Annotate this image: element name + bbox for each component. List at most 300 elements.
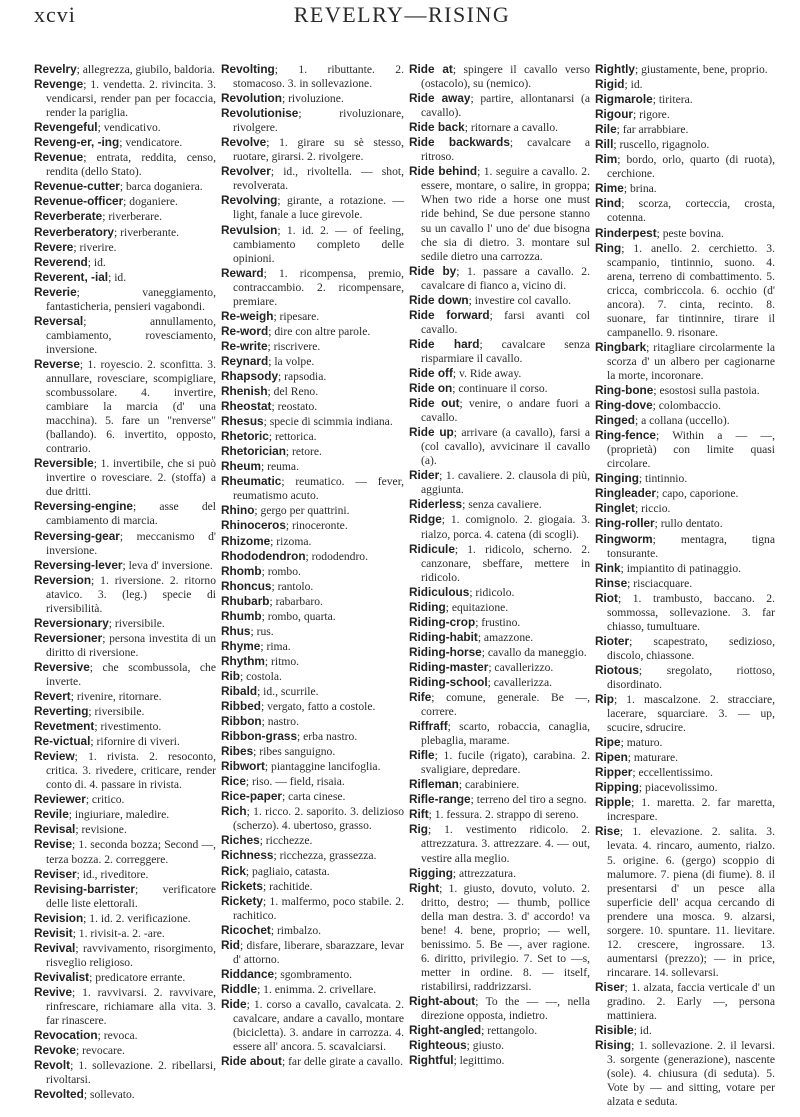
entry-definition: ; far delle girate a cavallo.: [281, 1055, 403, 1069]
entry-definition: ; 1. ricompensa, premio, contraccambio. 2. ricompensare, premiare.: [233, 266, 404, 308]
dictionary-entry: [221, 789, 404, 804]
dictionary-entry: [595, 62, 775, 77]
entry-headword: Revolve: [221, 135, 267, 150]
dictionary-entry: [34, 807, 216, 822]
dictionary-entry: [34, 749, 216, 792]
entry-definition: ; cavalcare senza risparmiare il cavallo.: [421, 337, 590, 365]
entry-headword: Re-word: [221, 323, 269, 338]
entry-headword: Revolt: [34, 1058, 71, 1073]
entry-headword: Ride at: [409, 62, 453, 76]
entry-definition: ; 1. elevazione. 2. salita. 3. levata. 4. rincaro, aumento, rialzo. 5. origine. 6. (gergo) scoppio di malumore. 7. piena (di fiume). 8. il presentarsi d' un pesce alla superficie dell' acqua cercando di prendere una mosca. 9. alzarsi, sorgere. 10. spuntare. 11. lievitare. 12. crescere, ingrossare. 13. aumentarsi (prezzo); — in price, rincarare. 14. sollevarsi.: [607, 825, 775, 979]
entry-headword: Reynard: [221, 353, 269, 368]
entry-definition: ; rombo.: [261, 564, 301, 578]
entry-headword: Revising-barrister: [34, 881, 135, 896]
dictionary-entry: [409, 512, 590, 541]
entry-headword: Ripple: [595, 795, 632, 810]
entry-headword: Reverberate: [34, 209, 103, 224]
dictionary-entry: [221, 967, 404, 982]
entry-headword: Riot: [595, 590, 618, 605]
entry-headword: Re-victual: [34, 734, 91, 749]
dictionary-entry: [221, 564, 404, 579]
entry-definition: ; Within a — —, (proprietà) con limite quasi circolare.: [607, 429, 775, 471]
entry-headword: Ribald: [221, 683, 258, 698]
entry-headword: Rigour: [595, 107, 634, 122]
entry-definition: ; frustino.: [475, 615, 521, 629]
entry-headword: Ride back: [409, 120, 465, 135]
dictionary-entry: [221, 339, 404, 354]
dictionary-entry: [595, 241, 775, 340]
dictionary-entry: [34, 719, 216, 734]
entry-definition: ; riverberare.: [102, 210, 163, 224]
entry-headword: Revolver: [221, 164, 271, 179]
entry-definition: ; ritmo.: [264, 654, 300, 668]
entry-headword: Revolted: [34, 1087, 84, 1102]
entry-definition: ; v. Ride away.: [452, 366, 522, 380]
entry-headword: Ring-fence: [595, 428, 656, 443]
dictionary-entry: [34, 882, 216, 911]
entry-definition: ; attrezzatura.: [452, 866, 516, 880]
entry-headword: Ride off: [409, 365, 453, 380]
dictionary-entry: [34, 616, 216, 631]
dictionary-entry: [409, 396, 590, 425]
entry-definition: ; revocare.: [75, 1044, 125, 1058]
entry-definition: ; cavallo da maneggio.: [481, 645, 587, 659]
entry-headword: Rid: [221, 937, 241, 952]
entry-definition: ; rachitide.: [262, 879, 313, 893]
entry-definition: ; rizoma.: [270, 534, 312, 548]
entry-headword: Ribwort: [221, 759, 265, 774]
entry-definition: ; leva d' inversione.: [122, 558, 213, 572]
entry-definition: ; scorza, corteccia, crosta, cotenna.: [607, 197, 775, 225]
entry-headword: Ripping: [595, 780, 639, 795]
dictionary-entry: [221, 624, 404, 639]
entry-headword: Revise: [34, 837, 73, 852]
entry-headword: Ribbed: [221, 699, 261, 714]
dictionary-entry: [221, 579, 404, 594]
entry-headword: Revenue: [34, 150, 84, 165]
entry-headword: Rheum: [221, 459, 261, 474]
entry-definition: ; continuare il corso.: [452, 382, 548, 396]
dictionary-entry: [34, 660, 216, 689]
entry-headword: Reverend: [34, 254, 88, 269]
dictionary-entry: [34, 792, 216, 807]
entry-headword: Rise: [595, 824, 620, 839]
dictionary-entry: [595, 663, 775, 692]
dictionary-entry: [409, 585, 590, 600]
entry-headword: Rift: [409, 807, 429, 822]
entry-headword: Rhinoceros: [221, 518, 286, 533]
dictionary-entry: [409, 881, 590, 994]
entry-headword: Rickety: [221, 893, 263, 908]
dictionary-entry: [221, 324, 404, 339]
entry-definition: ; ingiuriare, maledire.: [68, 808, 170, 822]
entry-headword: Ride about: [221, 1054, 282, 1069]
entry-definition: ; rabarbaro.: [269, 594, 323, 608]
entry-headword: Riding-school: [409, 674, 488, 689]
entry-definition: ; comune, generale. Be —, correre.: [421, 691, 590, 719]
entry-definition: ; critico.: [85, 793, 125, 807]
dictionary-entry: [34, 837, 216, 866]
entry-definition: ; vaneggiamento, fantasticheria, pensieri vagabondi.: [46, 285, 216, 313]
entry-headword: Ride away: [409, 91, 471, 106]
dictionary-entry: [221, 1054, 404, 1069]
dictionary-entry: [409, 497, 590, 512]
entry-definition: ; riverberante.: [114, 225, 180, 239]
entry-definition: ; rus.: [250, 624, 274, 638]
dictionary-entry: [595, 398, 775, 413]
entry-headword: Richness: [221, 848, 274, 863]
entry-definition: ; verificatore delle liste elettorali.: [46, 882, 216, 910]
dictionary-entry: [595, 77, 775, 92]
entry-headword: Reversing-gear: [34, 528, 120, 543]
dictionary-entry: [409, 425, 590, 468]
entry-headword: Rider: [409, 468, 440, 483]
dictionary-entry: [221, 518, 404, 533]
entry-definition: ; 1. invertibile, che si può invertire o rovesciare. 2. (stoffa) a due dritti.: [46, 457, 216, 499]
entry-headword: Rhino: [221, 503, 255, 518]
dictionary-entry: [221, 594, 404, 609]
entry-definition: ; brina.: [623, 182, 657, 196]
entry-headword: Reversioner: [34, 630, 103, 645]
dictionary-entry: [409, 994, 590, 1023]
entry-definition: ; terreno del tiro a segno.: [470, 793, 587, 807]
entry-headword: Ripe: [595, 735, 621, 750]
entry-headword: Riser: [595, 979, 625, 994]
entry-definition: ; 1. maretta. 2. far maretta, increspare.: [607, 796, 775, 824]
dictionary-entry: [595, 471, 775, 486]
entry-headword: Ridiculous: [409, 584, 470, 599]
dictionary-entry: [221, 474, 404, 503]
entry-definition: ; ribes sanguigno.: [253, 745, 336, 759]
entry-headword: Rick: [221, 863, 246, 878]
dictionary-entry: [221, 503, 404, 518]
dictionary-entry: [409, 308, 590, 337]
entry-headword: Rind: [595, 196, 622, 211]
entry-definition: ; rivenire, ritornare.: [70, 690, 162, 704]
dictionary-entry: [595, 516, 775, 531]
entry-headword: Rice-paper: [221, 789, 282, 804]
entry-headword: Revolutionise: [221, 106, 299, 121]
entry-definition: ; 1. sollevazione. 2. il levarsi. 3. sorgente (generazione), nascente (sole). 4. chiusura (di seduta). 5. Vote by — and sitting, votare per alzata e seduta.: [607, 1039, 775, 1109]
dictionary-entry: [595, 750, 775, 765]
entry-headword: Rheostat: [221, 399, 272, 414]
entry-headword: Right-about: [409, 994, 476, 1008]
entry-definition: ; predicatore errante.: [89, 970, 186, 984]
entry-definition: ; 1. rivista. 2. resoconto, critica. 3. rivedere, criticare, render conto di. 4. passare in rivista.: [46, 750, 216, 792]
entry-headword: Rig: [409, 822, 429, 837]
entry-headword: Revile: [34, 807, 69, 822]
entry-definition: ; vergato, fatto a costole.: [260, 700, 376, 714]
dictionary-entry: [409, 1038, 590, 1053]
entry-headword: Reveng-er, -ing: [34, 135, 120, 150]
dictionary-entry: [595, 824, 775, 980]
entry-headword: Reverent, -ial: [34, 269, 109, 284]
entry-definition: ; legittimo.: [453, 1054, 505, 1068]
dictionary-entry: [409, 542, 590, 585]
dictionary-entry: [34, 1087, 216, 1102]
dictionary-entry: [595, 226, 775, 241]
entry-headword: Ripper: [595, 765, 633, 780]
dictionary-entry: [595, 980, 775, 1023]
dictionary-entry: [595, 383, 775, 398]
entry-definition: ; allegrezza, giubilo, baldoria.: [76, 63, 216, 76]
entry-definition: ; 1. ravvivarsi. 2. ravvivare, rinfrescare, richiamare alla vita. 3. far rinascere.: [46, 985, 216, 1028]
entry-headword: Revocation: [34, 1028, 98, 1043]
dictionary-entry: [34, 1058, 216, 1087]
entry-headword: Reverse: [34, 356, 80, 371]
entry-headword: Rill: [595, 137, 614, 152]
entry-headword: Ribes: [221, 744, 254, 759]
entry-definition: ; rettangolo.: [481, 1024, 538, 1038]
dictionary-entry: [221, 106, 404, 135]
entry-definition: ; rinoceronte.: [285, 519, 348, 533]
entry-definition: ; asse del cambiamento di marcia.: [46, 500, 216, 528]
entry-headword: Riotous: [595, 662, 639, 677]
entry-headword: Ride on: [409, 381, 453, 396]
dictionary-entry: [409, 645, 590, 660]
entry-definition: ; giusto.: [466, 1039, 505, 1053]
entry-headword: Ride behind: [409, 164, 478, 179]
entry-definition: ; rima.: [260, 639, 291, 653]
dictionary-entry: [221, 923, 404, 938]
entry-definition: ; ruscello, rigagnolo.: [613, 138, 710, 152]
entry-headword: Reversion: [34, 572, 92, 587]
entry-definition: ; che scombussola, che inverte.: [46, 660, 216, 688]
entry-headword: Ringlet: [595, 501, 635, 516]
dictionary-entry: [409, 719, 590, 748]
dictionary-entry: [595, 765, 775, 780]
entry-definition: ; rifornire di viveri.: [90, 735, 180, 749]
dictionary-entry: [221, 654, 404, 669]
entry-headword: Ride forward: [409, 307, 490, 322]
dictionary-entry: [34, 314, 216, 357]
entry-definition: ; doganiere.: [123, 195, 178, 209]
dictionary-entry: [221, 459, 404, 474]
dictionary-entry: [34, 194, 216, 209]
dictionary-entry: [595, 428, 775, 471]
entry-headword: Reward: [221, 265, 264, 280]
entry-definition: ; carta cinese.: [281, 790, 346, 804]
dictionary-entry: [34, 179, 216, 194]
entry-headword: Ribbon-grass: [221, 729, 298, 744]
entry-definition: ; carabiniere.: [458, 778, 520, 792]
entry-headword: Revivalist: [34, 969, 90, 984]
entry-definition: ; vendicatore.: [119, 136, 183, 150]
entry-headword: Rigid: [595, 77, 625, 92]
dictionary-entry: [409, 748, 590, 777]
entry-definition: ; piacevolissimo.: [638, 781, 718, 795]
dictionary-entry: [221, 669, 404, 684]
entry-headword: Rink: [595, 560, 621, 575]
entry-headword: Revenue-cutter: [34, 179, 120, 194]
entry-headword: Ride up: [409, 425, 454, 440]
entry-definition: ; del Reno.: [267, 385, 319, 399]
dictionary-columns: [34, 62, 774, 1112]
entry-definition: ; 1. ributtante. 2. stomacoso. 3. in sollevazione.: [233, 63, 404, 91]
entry-definition: ; 1. seconda bozza; Second —, terza bozza. 2. correggere.: [46, 838, 216, 866]
entry-definition: ; 1. corso a cavallo, cavalcata. 2. cavalcare, andare a cavallo, montare (bicicletta). 3. andare in carrozza. 4. essere all' ancora. 5. scavalciarsi.: [233, 997, 404, 1054]
entry-headword: Revival: [34, 940, 76, 955]
entry-definition: ; rapsodia.: [278, 369, 327, 383]
dictionary-entry: [595, 122, 775, 137]
entry-definition: ; 1. id. 2. verificazione.: [83, 911, 191, 925]
entry-headword: Reverting: [34, 704, 89, 719]
entry-definition: ; venire, o andare fuori a cavallo.: [421, 397, 590, 425]
entry-definition: ; cavallerizza.: [487, 675, 553, 689]
entry-definition: ; arrivare (a cavallo), farsi a (col cavallo), avvicinare il cavallo (a).: [421, 426, 590, 468]
dictionary-entry: [34, 529, 216, 558]
dictionary-entry: [34, 911, 216, 926]
entry-headword: Rinse: [595, 575, 628, 590]
dictionary-entry: [221, 804, 404, 833]
entry-definition: ; persona investita di un diritto di riversione.: [46, 631, 216, 659]
dictionary-entry: [409, 807, 590, 822]
entry-definition: ; equitazione.: [445, 600, 509, 614]
entry-definition: ; 1. ridicolo, scherno. 2. canzonare, sbeffare, mettere in ridicolo.: [421, 542, 590, 584]
dictionary-entry: [409, 120, 590, 135]
entry-definition: ; partire, allontanarsi (a cavallo).: [421, 92, 590, 120]
dictionary-entry: [409, 337, 590, 366]
entry-definition: ; rivestimento.: [94, 720, 162, 734]
entry-definition: ; esostosi sulla pastoia.: [653, 384, 760, 398]
dictionary-entry: [221, 549, 404, 564]
dictionary-entry: [409, 1023, 590, 1038]
entry-definition: ; 1. trambusto, baccano. 2. sommossa, sollevazione. 3. far chiasso, tumultuare.: [607, 591, 775, 633]
dictionary-entry: [221, 684, 404, 699]
dictionary-entry: [221, 639, 404, 654]
entry-definition: ; farsi avanti col cavallo.: [421, 308, 590, 336]
dictionary-entry: [221, 354, 404, 369]
dictionary-entry: [221, 938, 404, 967]
dictionary-entry: [595, 692, 775, 735]
entry-definition: ; rododendro.: [305, 549, 368, 563]
entry-definition: ; dire con altre parole.: [268, 324, 371, 338]
entry-definition: ; rantolo.: [271, 579, 314, 593]
entry-definition: ; impiantito di patinaggio.: [620, 561, 742, 575]
dictionary-entry: [34, 120, 216, 135]
dictionary-entry: [34, 689, 216, 704]
entry-definition: ; scapestrato, sedizioso, discolo, chiassone.: [607, 634, 775, 662]
dictionary-entry: [595, 413, 775, 428]
entry-headword: Rigmarole: [595, 92, 653, 107]
entry-headword: Reverberatory: [34, 224, 114, 239]
entry-definition: ; cavallerizzo.: [488, 660, 554, 674]
dictionary-entry: [221, 266, 404, 309]
dictionary-entry: [595, 107, 775, 122]
entry-headword: Rhomb: [221, 563, 262, 578]
entry-headword: Rheumatic: [221, 474, 282, 489]
dictionary-entry: [34, 985, 216, 1028]
dictionary-entry: [595, 735, 775, 750]
entry-definition: ; annullamento, cambiamento, rovesciamento, inversione.: [46, 314, 216, 356]
entry-definition: ; rivoluzione.: [281, 92, 344, 106]
entry-headword: Right: [409, 880, 440, 895]
dictionary-entry: [595, 576, 775, 591]
entry-headword: Revulsion: [221, 222, 278, 237]
entry-headword: Rife: [409, 690, 432, 705]
dictionary-entry: [221, 164, 404, 193]
running-head: REVELRY—RISING: [293, 2, 511, 27]
dictionary-entry: [34, 1043, 216, 1058]
dictionary-entry: [221, 774, 404, 789]
entry-definition: ; vendicativo.: [97, 121, 161, 135]
dictionary-entry: [595, 795, 775, 824]
entry-definition: ; piantaggine lancifoglia.: [264, 760, 381, 774]
entry-headword: Rhythm: [221, 653, 265, 668]
dictionary-entry: [221, 223, 404, 266]
entry-headword: Ringworm: [595, 531, 653, 546]
entry-headword: Riding-crop: [409, 614, 476, 629]
dictionary-entry: [34, 135, 216, 150]
entry-headword: Reversing-engine: [34, 499, 133, 514]
entry-headword: Ricochet: [221, 922, 271, 937]
entry-definition: ; meccanismo d' inversione.: [46, 529, 216, 557]
entry-definition: ; erba nastro.: [297, 730, 358, 744]
entry-definition: ; amazzone.: [477, 630, 534, 644]
dictionary-entry: [34, 704, 216, 719]
entry-definition: ; riscrivere.: [267, 339, 321, 353]
entry-headword: Ring-roller: [595, 516, 655, 531]
entry-headword: Revenge: [34, 77, 84, 92]
entry-headword: Righteous: [409, 1038, 467, 1053]
dictionary-entry: [595, 92, 775, 107]
dictionary-entry: [34, 631, 216, 660]
dictionary-entry: [34, 77, 216, 120]
entry-headword: Riding: [409, 599, 446, 614]
entry-headword: Ring: [595, 240, 622, 255]
entry-definition: ; revisione.: [75, 823, 127, 837]
entry-headword: Ringbark: [595, 339, 647, 354]
dictionary-entry: [34, 970, 216, 985]
entry-definition: ; far arrabbiare.: [616, 123, 689, 137]
entry-definition: ; rivoluzionare, rivolgere.: [233, 107, 404, 135]
entry-definition: ; riversibile.: [88, 705, 145, 719]
entry-definition: ; colombaccio.: [652, 399, 721, 413]
entry-headword: Rioter: [595, 633, 630, 648]
entry-definition: ; To the — —, nella direzione opposta, indietro.: [421, 995, 590, 1023]
column-3: [409, 62, 590, 1112]
dictionary-entry: [409, 600, 590, 615]
entry-headword: Rhetorician: [221, 444, 286, 459]
dictionary-entry: [595, 780, 775, 795]
entry-definition: ; maturare.: [627, 751, 678, 765]
entry-definition: ; id., scurrile.: [257, 684, 319, 698]
entry-headword: Rising: [595, 1038, 632, 1053]
entry-headword: Ride down: [409, 292, 469, 307]
dictionary-entry: [409, 135, 590, 164]
dictionary-entry: [409, 164, 590, 263]
entry-headword: Ringed: [595, 413, 635, 428]
dictionary-entry: [34, 573, 216, 616]
entry-definition: ; 1. fessura. 2. strappo di sereno.: [428, 808, 579, 822]
entry-headword: Rigging: [409, 865, 453, 880]
entry-definition: ; 1. cavaliere. 2. clausola di più, aggiunta.: [421, 469, 590, 497]
dictionary-entry: [409, 62, 590, 91]
dictionary-entry: [409, 675, 590, 690]
entry-headword: Riddle: [221, 981, 258, 996]
entry-headword: Rhoncus: [221, 578, 272, 593]
entry-definition: ; rettorica.: [268, 430, 317, 444]
entry-headword: Re-weigh: [221, 308, 274, 323]
entry-headword: Revision: [34, 910, 84, 925]
entry-headword: Revolving: [221, 193, 278, 208]
dictionary-entry: [221, 714, 404, 729]
dictionary-entry: [409, 630, 590, 645]
entry-headword: Riffraff: [409, 719, 448, 734]
entry-definition: ; investire col cavallo.: [468, 293, 572, 307]
entry-definition: ; rimbalzo.: [270, 923, 322, 937]
entry-definition: ; gergo per quattrini.: [254, 504, 350, 518]
